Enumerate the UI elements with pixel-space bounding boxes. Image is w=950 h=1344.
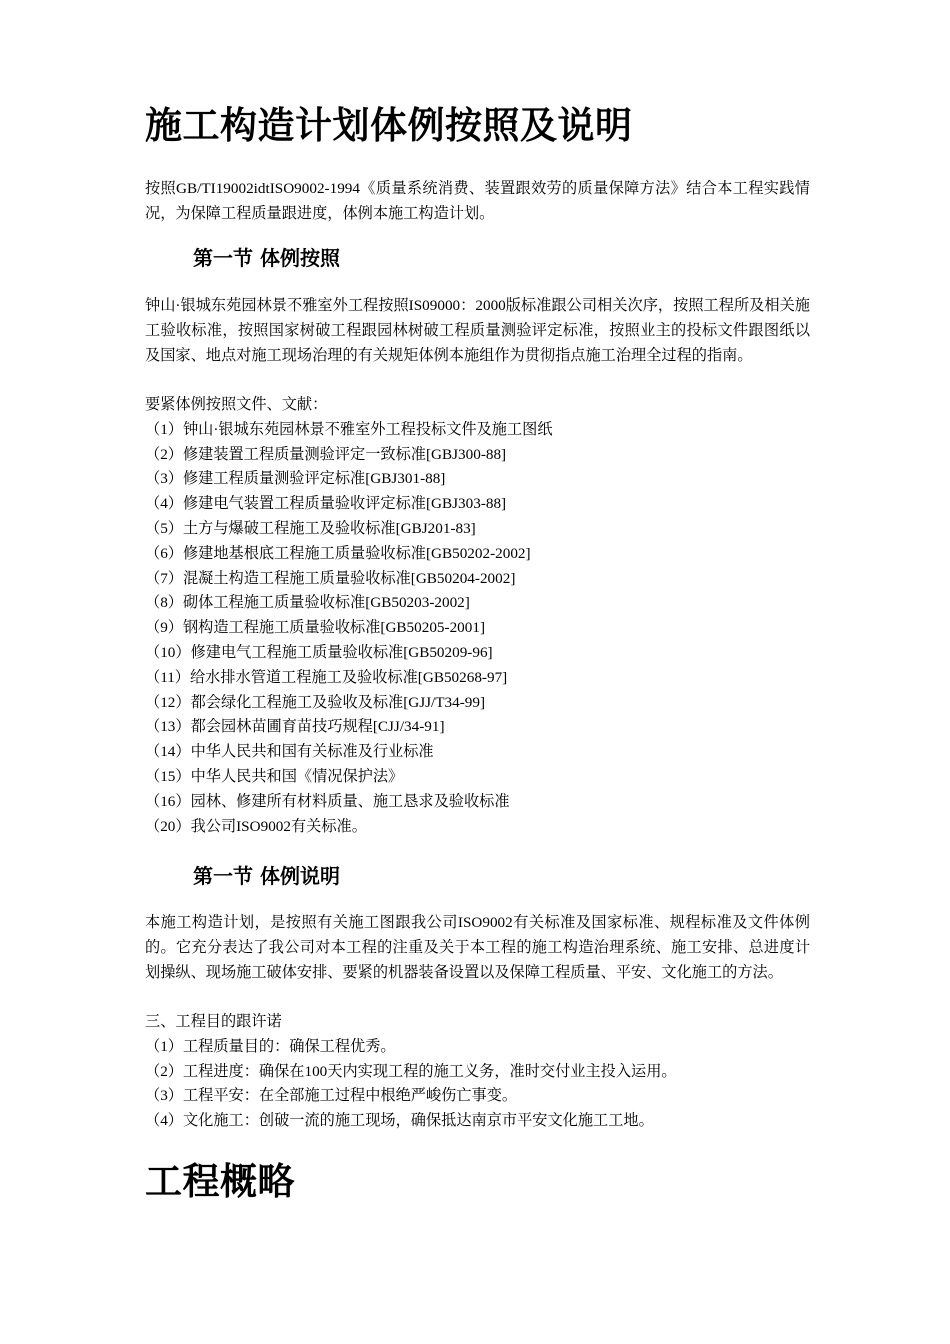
reference-item: （2）修建装置工程质量测验评定一致标准[GBJ300-88] <box>145 445 507 463</box>
section-heading-explanation: 第一节 体例说明 <box>193 864 340 888</box>
goal-item: （4）文化施工：创破一流的施工现场，确保抵达南京市平安文化施工工地。 <box>145 1112 654 1130</box>
basis-list-title: 要紧体例按照文件、文献： <box>145 396 328 413</box>
project-overview-title: 工程概略 <box>145 1160 295 1203</box>
reference-item: （16）园林、修建所有材料质量、施工恳求及验收标准 <box>145 792 510 810</box>
reference-item: （1）钟山·银城东苑园林景不雅室外工程投标文件及施工图纸 <box>145 420 553 438</box>
goal-item: （1）工程质量目的：确保工程优秀。 <box>145 1037 396 1055</box>
goal-item: （3）工程平安：在全部施工过程中根绝严峻伤亡事变。 <box>145 1087 518 1105</box>
section-heading-basis: 第一节 体例按照 <box>193 246 340 270</box>
reference-item: （8）砌体工程施工质量验收标准[GB50203-2002] <box>145 594 470 612</box>
reference-item: （4）修建电气装置工程质量验收评定标准[GBJ303-88] <box>145 495 507 513</box>
explanation-paragraph: 本施工构造计划，是按照有关施工图跟我公司ISO9002有关标准及国家标准、规程标准及文件体例的。它充分表达了我公司对本工程的注重及关于本工程的施工构造治理系统、施工安排、总进度计划操纵、现场施工破体安排、要紧的机器装备设置以及保障工程质量、平安、文化施工的方法。 <box>145 914 810 981</box>
reference-item: （3）修建工程质量测验评定标准[GBJ301-88] <box>145 470 446 488</box>
reference-item: （11）给水排水管道工程施工及验收标准[GB50268-97] <box>145 668 508 686</box>
reference-item: （7）混凝土构造工程施工质量验收标准[GB50204-2002] <box>145 569 516 587</box>
reference-item: （5）土方与爆破工程施工及验收标准[GBJ201-83] <box>145 519 476 537</box>
goal-item: （2）工程进度：确保在100天内实现工程的施工义务，准时交付业主投入运用。 <box>145 1062 677 1080</box>
basis-paragraph: 钟山·银城东苑园林景不雅室外工程按照IS09000：2000版标准跟公司相关次序，按照工程所及相关施工验收标准，按照国家树破工程跟园林树破工程质量测验评定标准，按照业主的投标文件跟图纸以及国家、地点对施工现场治理的有关规矩体例本施组作为贯彻指点施工治理全过程的指南。 <box>145 297 810 364</box>
reference-item: （13）都会园林苗圃育苗技巧规程[CJJ/34-91] <box>145 718 445 736</box>
reference-item: （20）我公司ISO9002有关标准。 <box>145 817 367 835</box>
reference-item: （9）钢构造工程施工质量验收标准[GB50205-2001] <box>145 619 486 637</box>
goals-list-title: 三、工程目的跟许诺 <box>145 1013 282 1030</box>
document-title: 施工构造计划体例按照及说明 <box>145 104 633 147</box>
reference-item: （14）中华人民共和国有关标准及行业标准 <box>145 743 434 761</box>
reference-item: （15）中华人民共和国《情况保护法》 <box>145 767 404 785</box>
reference-item: （10）修建电气工程施工质量验收标准[GB50209-96] <box>145 643 493 661</box>
reference-item: （12）都会绿化工程施工及验收及标准[GJJ/T34-99] <box>145 693 486 711</box>
intro-paragraph: 按照GB/TI19002idtISO9002-1994《质量系统消费、装置跟效劳的质量保障方法》结合本工程实践情况，为保障工程质量跟进度，体例本施工构造计划。 <box>145 180 810 222</box>
reference-item: （6）修建地基根底工程施工质量验收标准[GB50202-2002] <box>145 544 531 562</box>
goals-list <box>145 1010 810 1134</box>
basis-reference-list <box>145 393 810 839</box>
